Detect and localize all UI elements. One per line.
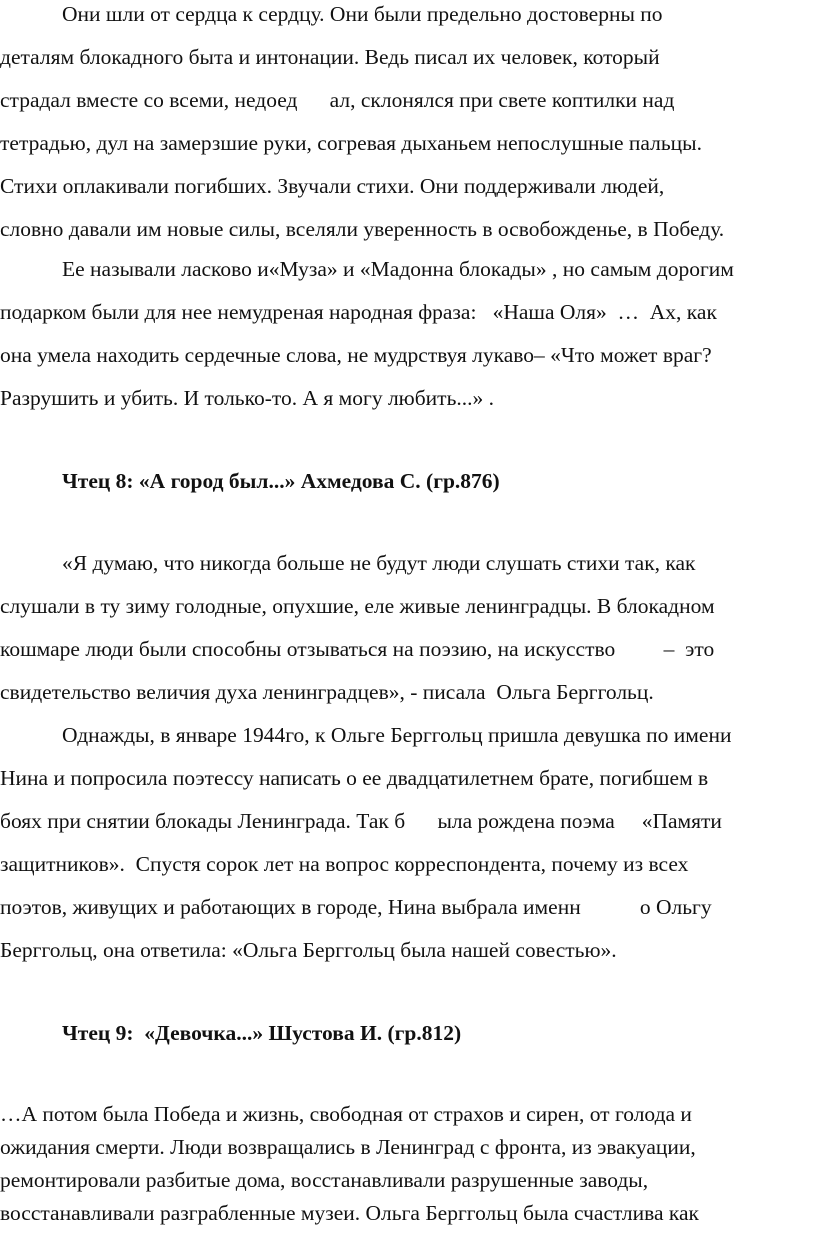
paragraph-line: восстанавливали разграбленные музеи. Ольга Берггольц была счастлива как	[0, 1201, 699, 1225]
paragraph-line: слушали в ту зиму голодные, опухшие, еле живые ленинградцы. В блокадном	[0, 594, 715, 618]
paragraph-line: ремонтировали разбитые дома, восстанавливали разрушенные заводы,	[0, 1168, 649, 1192]
reader-heading: Чтец 8: «А город был...» Ахмедова С. (гр.876)	[62, 469, 500, 493]
paragraph-line: тетрадью, дул на замерзшие руки, согревая дыханьем непослушные пальцы.	[0, 131, 702, 155]
paragraph-line: деталям блокадного быта и интонации. Ведь писал их человек, который	[0, 45, 660, 69]
paragraph-line: ожидания смерти. Люди возвращались в Ленинград с фронта, из эвакуации,	[0, 1135, 696, 1159]
paragraph-line: Нина и попросила поэтессу написать о ее двадцатилетнем брате, погибшем в	[0, 766, 709, 790]
paragraph-line: Стихи оплакивали погибших. Звучали стихи. Они поддерживали людей,	[0, 174, 665, 198]
paragraph-line: свидетельство величия духа ленинградцев», - писала Ольга Берггольц.	[0, 680, 654, 704]
paragraph-line: страдал вместе со всеми, недоед ал, склонялся при свете коптилки над	[0, 88, 675, 112]
paragraph-line: кошмаре люди были способны отзываться на поэзию, на искусство – это	[0, 637, 715, 661]
paragraph-line: она умела находить сердечные слова, не мудрствуя лукаво– «Что может враг?	[0, 343, 712, 367]
paragraph-line: «Я думаю, что никогда больше не будут люди слушать стихи так, как	[62, 551, 696, 575]
reader-heading: Чтец 9: «Девочка...» Шустова И. (гр.812)	[62, 1021, 462, 1045]
paragraph-line: …А потом была Победа и жизнь, свободная от страхов и сирен, от голода и	[0, 1102, 692, 1126]
paragraph-line: боях при снятии блокады Ленинграда. Так б ыла рождена поэма «Памяти	[0, 809, 722, 833]
paragraph-line: Берггольц, она ответила: «Ольга Берггольц была нашей совестью».	[0, 938, 617, 962]
paragraph-line: поэтов, живущих и работающих в городе, Нина выбрала именн о Ольгу	[0, 895, 712, 919]
paragraph-line: Ее называли ласково и«Муза» и «Мадонна блокады» , но самым дорогим	[62, 257, 734, 281]
paragraph-line: словно давали им новые силы, вселяли уверенность в освобожденье, в Победу.	[0, 217, 725, 241]
paragraph-line: Однажды, в январе 1944го, к Ольге Берггольц пришла девушка по имени	[62, 723, 732, 747]
paragraph-line: защитников». Спустя сорок лет на вопрос корреспондента, почему из всех	[0, 852, 689, 876]
paragraph-line: Разрушить и убить. И только-то. А я могу любить...» .	[0, 386, 495, 410]
paragraph-line: подарком были для нее немудреная народная фраза: «Наша Оля» … Ах, как	[0, 300, 717, 324]
paragraph-line: Они шли от сердца к сердцу. Они были предельно достоверны по	[62, 2, 663, 26]
